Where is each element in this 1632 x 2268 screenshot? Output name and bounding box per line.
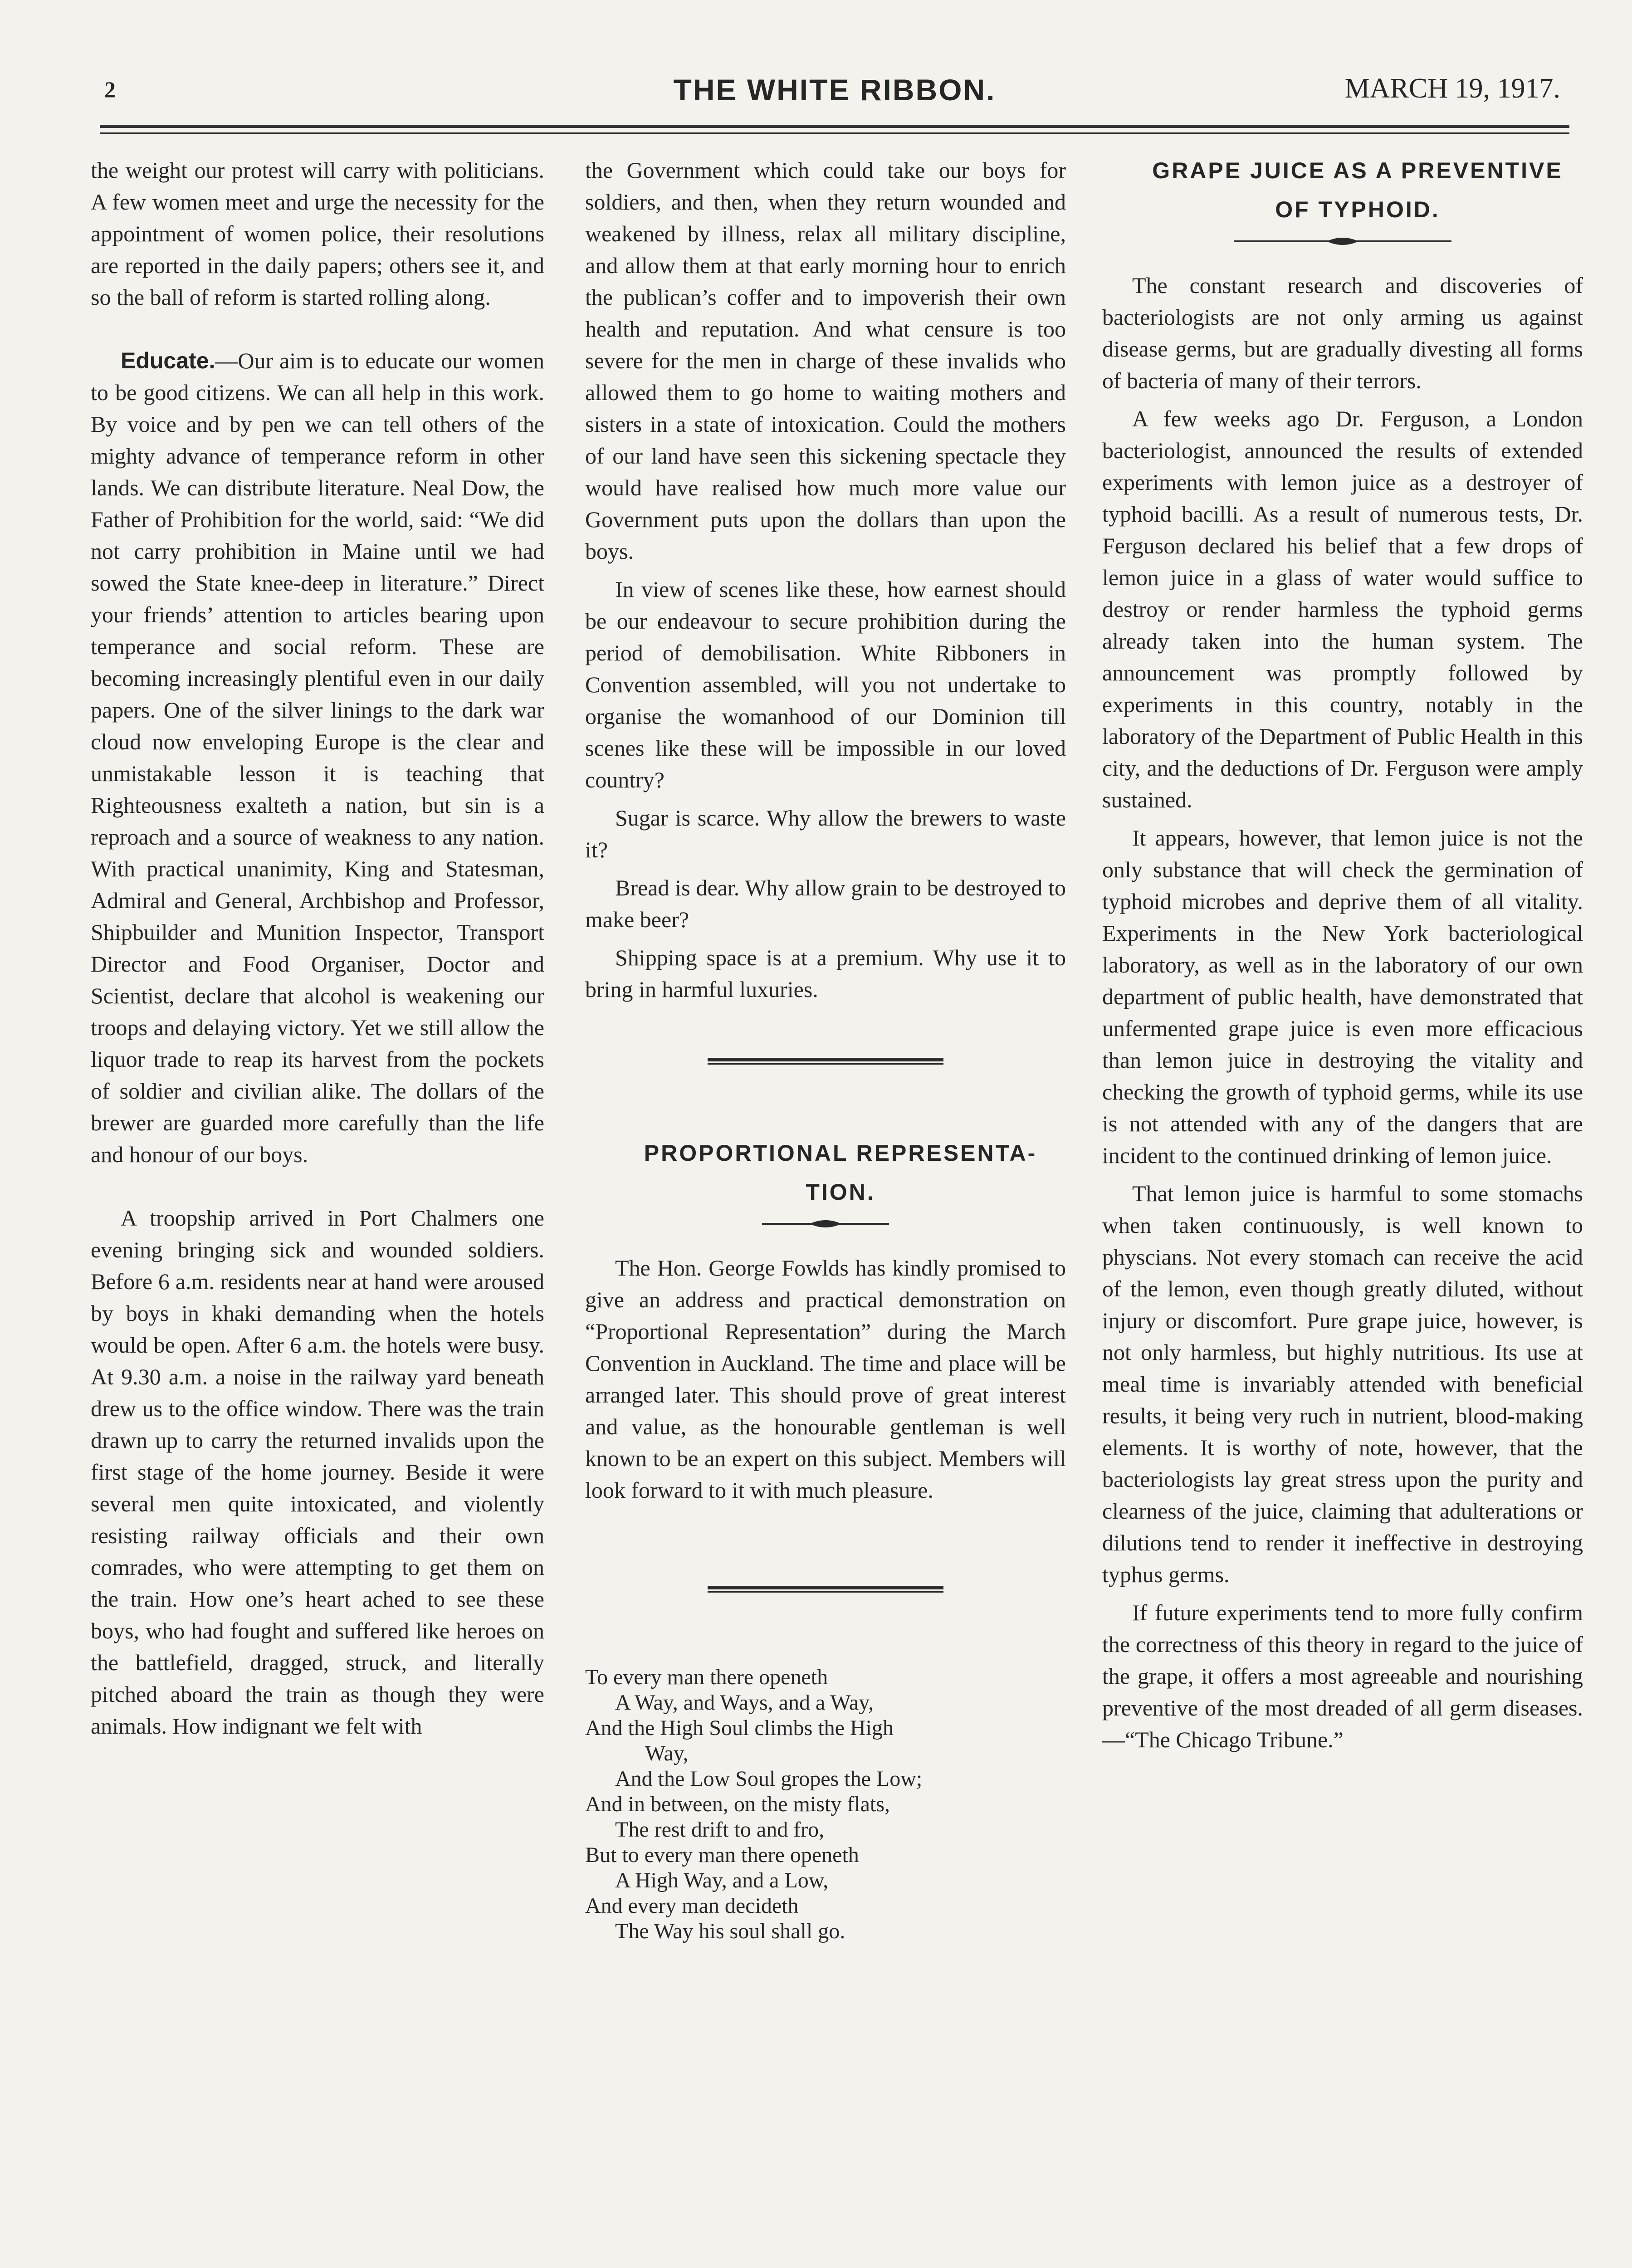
educate-run-in-heading: Educate. <box>121 348 215 373</box>
heading-line: GRAPE JUICE AS A PREVENTIVE <box>1152 158 1563 183</box>
paragraph: the weight our protest will carry with politicians. A few women meet and urge the necessity for the appointment of women police, their resolutions are reported in the daily papers; others see it, and so the ball of reform is started rolling along. <box>91 157 544 310</box>
column-3 <box>1102 154 1583 1755</box>
paragraph: That lemon juice is harmful to some stomachs when taken continuously, is well known to physcians. Not every stomach can receive the acid of the lemon, even though greatly diluted, without injury or discomfort. Pure grape juice, however, is not only harmless, but highly nutritious. Its use at meal time is invariably attended with beneficial results, it being very ruch in nutrient, blood-making elements. It is worthy of note, however, that the bacteriologists lay great stress upon the purity and clearness of the juice, claiming that adulterations or dilutions tend to render it ineffective in destroying typhus germs. <box>1102 1181 1583 1587</box>
poem-line: But to every man there openeth <box>585 1843 859 1867</box>
poem-line: A Way, and Ways, and a Way, <box>615 1691 874 1715</box>
column-1 <box>91 154 544 1742</box>
paragraph: Bread is dear. Why allow grain to be destroyed to make beer? <box>585 875 1066 932</box>
leaf-ornament <box>1234 236 1451 247</box>
masthead <box>100 68 1569 122</box>
leaf-ornament <box>762 1218 889 1229</box>
masthead-rule-thin <box>100 132 1569 134</box>
grape-juice-heading <box>1102 154 1583 226</box>
paragraph: Shipping space is at a premium. Why use it to bring in harmful luxuries. <box>585 945 1066 1002</box>
heading-line: OF TYPHOID. <box>1275 197 1440 222</box>
paragraph: It appears, however, that lemon juice is not the only substance that will check the germination of typhoid microbes and deprive them of all vitality. Experiments in the New York bacteriological laboratory, as well as in the laboratory of our own department of public health, have demonstrated that unfermented grape juice is even more efficacious than lemon juice in destroying the vitality and checking the growth of typhoid germs, while its use is not attended with any of the dangers that are incident to the continued drinking of lemon juice. <box>1102 825 1583 1168</box>
paragraph: If future experiments tend to more fully confirm the correctness of this theory in regard to the juice of the grape, it offers a most agreeable and nourishing preventive of the most dreaded of all germ diseases.—“The Chicago Tribune.” <box>1102 1600 1583 1752</box>
poem-line: And every man decideth <box>585 1894 799 1918</box>
publication-title: THE WHITE RIBBON. <box>673 73 996 107</box>
poem-line: A High Way, and a Low, <box>615 1868 829 1892</box>
paragraph: Sugar is scarce. Why allow the brewers to waste it? <box>585 805 1066 862</box>
poem-line: The rest drift to and fro, <box>615 1818 825 1842</box>
paragraph: the Government which could take our boys for soldiers, and then, when they return wounded and weakened by illness, relax all military discipline, and allow them at that early morning hour to enrich the publican’s coffer and to impoverish their own health and reputation. And what censure is too severe for the men in charge of these invalids who allowed them to go home to waiting mothers and sisters in a state of intoxication. Could the mothers of our land have seen this sickening spectacle they would have realised how much more value our Government puts upon the dollars than upon the boys. <box>585 157 1066 564</box>
heading-line: PROPORTIONAL REPRESENTA- <box>644 1140 1037 1166</box>
masthead-rule-thick <box>100 125 1569 128</box>
poem-line: And the Low Soul gropes the Low; <box>615 1767 923 1791</box>
poem-line: And in between, on the misty flats, <box>585 1792 890 1816</box>
paragraph-educate <box>91 345 544 1170</box>
paragraph: The Hon. George Fowlds has kindly promised to give an address and practical demonstration on “Proportional Representation” during the March Convention in Auckland. The time and place will be arranged later. This should prove of great interest and value, as the honourable gentleman is well known to be an expert on this subject. Members will look forward to it with much pleasure. <box>585 1255 1066 1503</box>
poem <box>585 1665 1066 1944</box>
proportional-representation-heading <box>585 1137 1066 1208</box>
section-divider <box>708 1583 943 1597</box>
educate-text: —Our aim is to educate our women to be good citizens. We can all help in this work. By voice and by pen we can tell others of the mighty advance of temperance reform in other lands. We can distribute literature. Neal Dow, the Father of Prohibition for the world, said: “We did not carry prohibition in Maine until we had sowed the State knee-deep in literature.” Direct your friends’ attention to articles bearing upon temperance and social reform. These are becoming increasingly plentiful even in our daily papers. One of the silver linings to the dark war cloud now enveloping Europe is the clear and unmistakable lesson it is teaching that Righteousness exalteth a nation, but sin is a reproach and a source of weakness to any nation. With practical unanimity, King and Statesman, Admiral and General, Archbishop and Professor, Shipbuilder and Munition Inspector, Transport Director and Food Organiser, Doctor and Scientist, declare that alcohol is weakening our troops and delaying victory. Yet we still allow the liquor trade to reap its harvest from the pockets of soldier and civilian alike. The dollars of the brewer are guarded more carefully than the life and honour of our boys. <box>91 348 544 1167</box>
section-divider <box>708 1055 943 1069</box>
paragraph-troopship: A troopship arrived in Port Chalmers one evening bringing sick and wounded soldiers. Before 6 a.m. residents near at hand were aroused by boys in khaki demanding when the hotels would be open. After 6 a.m. the hotels were busy. At 9.30 a.m. a noise in the railway yard beneath drew us to the office window. There was the train drawn up to carry the returned invalids upon the first stage of the home journey. Beside it were several men quite intoxicated, and violently resisting railway officials and their own comrades, who were attempting to get them on the train. How one’s heart ached to see these boys, who had fought and suffered like heroes on the battlefield, dragged, struck, and literally pitched aboard the train as though they were animals. How indignant we felt with <box>91 1205 544 1739</box>
page-number: 2 <box>104 77 116 102</box>
paragraph: In view of scenes like these, how earnest should be our endeavour to secure prohibition during the period of demobilisation. White Ribboners in Convention assembled, will you not undertake to organise the womanhood of our Dominion till scenes like these will be impossible in our loved country? <box>585 577 1066 792</box>
paragraph: A few weeks ago Dr. Ferguson, a London bacteriologist, announced the results of extended experiments with lemon juice as a destroyer of typhoid bacilli. As a result of numerous tests, Dr. Ferguson declared his belief that a few drops of lemon juice in a glass of water would suffice to destroy or render harmless the typhoid germs already taken into the human system. The announcement was promptly followed by experiments in this country, notably in the laboratory of the Department of Public Health in this city, and the deductions of Dr. Ferguson were amply sustained. <box>1102 406 1583 812</box>
poem-line: Way, <box>645 1741 689 1765</box>
poem-line: To every man there openeth <box>585 1665 828 1689</box>
issue-date: MARCH 19, 1917. <box>1344 73 1560 104</box>
heading-line: TION. <box>806 1179 875 1205</box>
poem-line: The Way his soul shall go. <box>615 1919 845 1943</box>
paragraph: The constant research and discoveries of bacteriologists are not only arming us against disease germs, but are gradually divesting all forms of bacteria of many of their terrors. <box>1102 273 1583 393</box>
poem-line: And the High Soul climbs the High <box>585 1716 894 1740</box>
column-2 <box>585 154 1066 1944</box>
